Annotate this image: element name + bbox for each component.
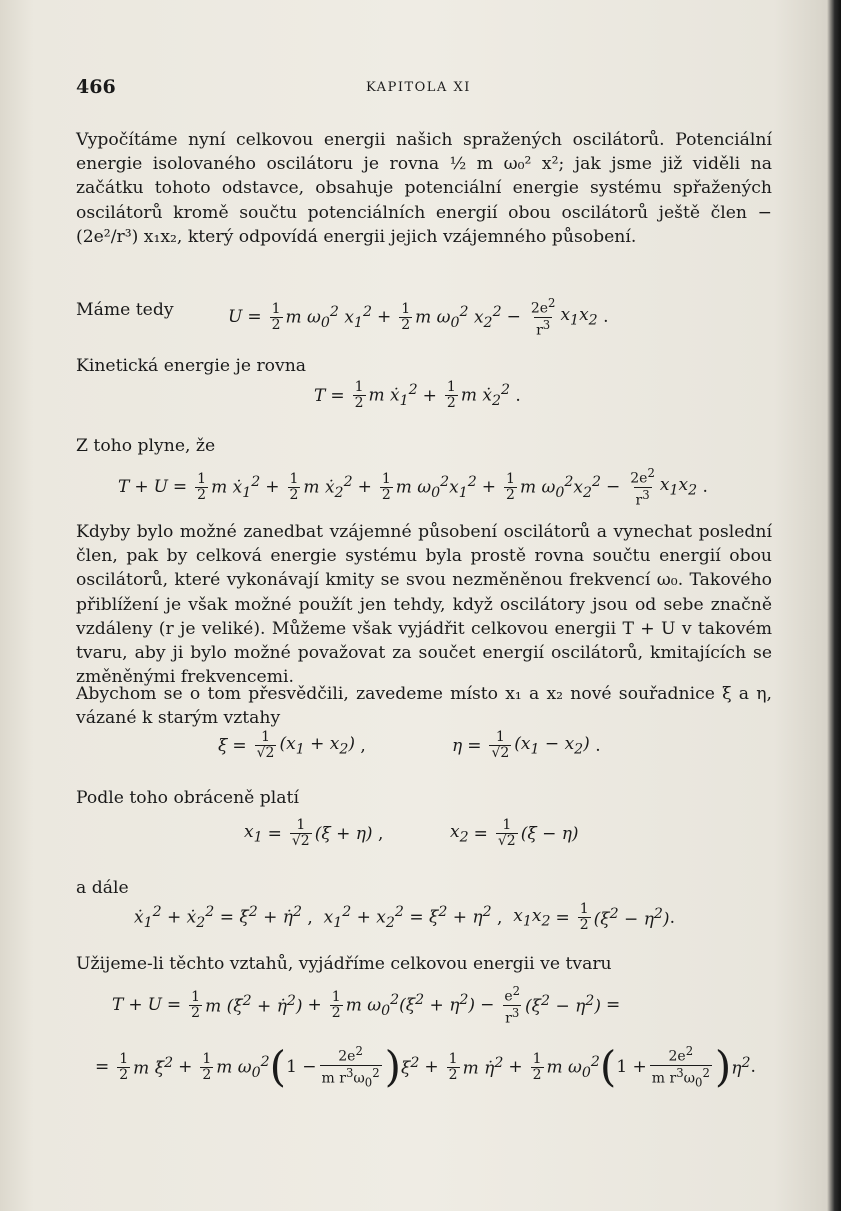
equation-kinetic: T = $\frac{1}{2}$ m ẋ$_1^2$ + $\frac{1}{2}$ m ẋ$_2^2$ . (314, 379, 521, 411)
label-podle: Podle toho obráceně platí (76, 788, 299, 808)
paragraph-new-coordinates: Abychom se o tom přesvědčili, zavedeme místo x₁ a x₂ nové souřadnice ξ a η, vázané k starým vztahy (76, 684, 772, 729)
equation-eta: η = $\frac{1}{√2}$ $(x_1 - x_2)$ . (452, 729, 601, 761)
equation-sums: ẋ$_1^2$ + ẋ$_2^2$ = ξ̇$^2$ + η̇$^2$ , $x_1^2 + x_2^2 = \xi^2 + \eta^2$ , $x_1x_2$ = $\frac{1}{2}$ $(\xi^2 - \eta^2)$ . (134, 901, 675, 933)
paragraph-potential-energy: Vypočítáme nyní celkovou energii našich spražených oscilátorů. Potenciální energie isolovaného oscilátoru je rovna ½ m ω₀² x²; jak jsme již viděli na začátku tohoto odstavce, obsahuje potenciální energie systému spřažených oscilátorů kromě součtu potenciálních energií obou oscilátorů ještě člen − (2e²/r³) x₁x₂, který odpovídá energii jejich vzájemného působení. (76, 130, 772, 247)
equation-potential: U = $\frac{1}{2}$ m $\omega_0^2$ $x_1^2$ + $\frac{1}{2}$ m $\omega_0^2$ $x_2^2$ − $\frac{2e^2}{r^3}$ $x_1x_2$ . (228, 296, 609, 339)
equation-total-energy: T + U = $\frac{1}{2}$ m ẋ$_1^2$ + $\frac{1}{2}$ m ẋ$_2^2$ + $\frac{1}{2}$ m $\omega_0^2x_1^2$ + $\frac{1}{2}$ m $\omega_0^2x_2^2$ − $\frac{2e^2}{r^3}$ $x_1x_2$ . (118, 466, 708, 509)
page-number: 466 (76, 76, 116, 98)
label-mame-tedy: Máme tedy (76, 300, 174, 320)
label-kinetic: Kinetická energie je rovna (76, 356, 307, 376)
running-title: KAPITOLA XI (366, 80, 471, 95)
equation-xi: ξ = $\frac{1}{√2}$ $(x_1 + x_2)$ , (218, 729, 366, 761)
label-uzijeme: Užijeme-li těchto vztahů, vyjádříme celkovou energii ve tvaru (76, 954, 612, 974)
label-a-dale: a dále (76, 878, 129, 898)
label-z-toho: Z toho plyne, že (76, 436, 216, 456)
book-spine (827, 0, 841, 1211)
equation-final-line1: T + U = $\frac{1}{2}$ m (ξ̇$^2$ + η̇$^2$) + $\frac{1}{2}$ m $\omega_0^2(\xi^2 + \eta^2)$ − $\frac{e^2}{r^3}$ $(\xi^2 - \eta^2)$ = (112, 984, 621, 1027)
equation-final-line2: = $\frac{1}{2}$ m ξ̇$^2$ + $\frac{1}{2}$ m $\omega_0^2$ ( 1 − $\frac{2e^2}{m r^3\omega_0^2}$ ) $\xi^2$ + $\frac{1}{2}$ m η̇$^2$ + $\frac{1}{2}$ m $\omega_0^2$ ( 1 + $\frac{2e^2}{m r^3\omega_0^2}$ ) $\eta^2$ . (95, 1042, 756, 1092)
equation-x1: $x_1$ = $\frac{1}{√2}$ (ξ + η) , (244, 817, 384, 849)
page-header (76, 76, 776, 100)
paragraph-approximation: Kdyby bylo možné zanedbat vzájemné působení oscilátorů a vynechat poslední člen, pak by celková energie systému byla prostě rovna součtu energií obou oscilátorů, které vykonávají kmity se svou nezměněnou frekvencí ω₀. Takového přiblížení je však možné použít jen tehdy, když oscilátory jsou od sebe značně vzdáleny (r je veliké). Můžeme však vyjádřit celkovou energii T + U v takovém tvaru, aby ji bylo možné považovat za součet energií oscilátorů, kmitajících se změněnými frekvencemi. (76, 522, 772, 688)
equation-x2: $x_2$ = $\frac{1}{√2}$ (ξ − η) (450, 817, 579, 849)
